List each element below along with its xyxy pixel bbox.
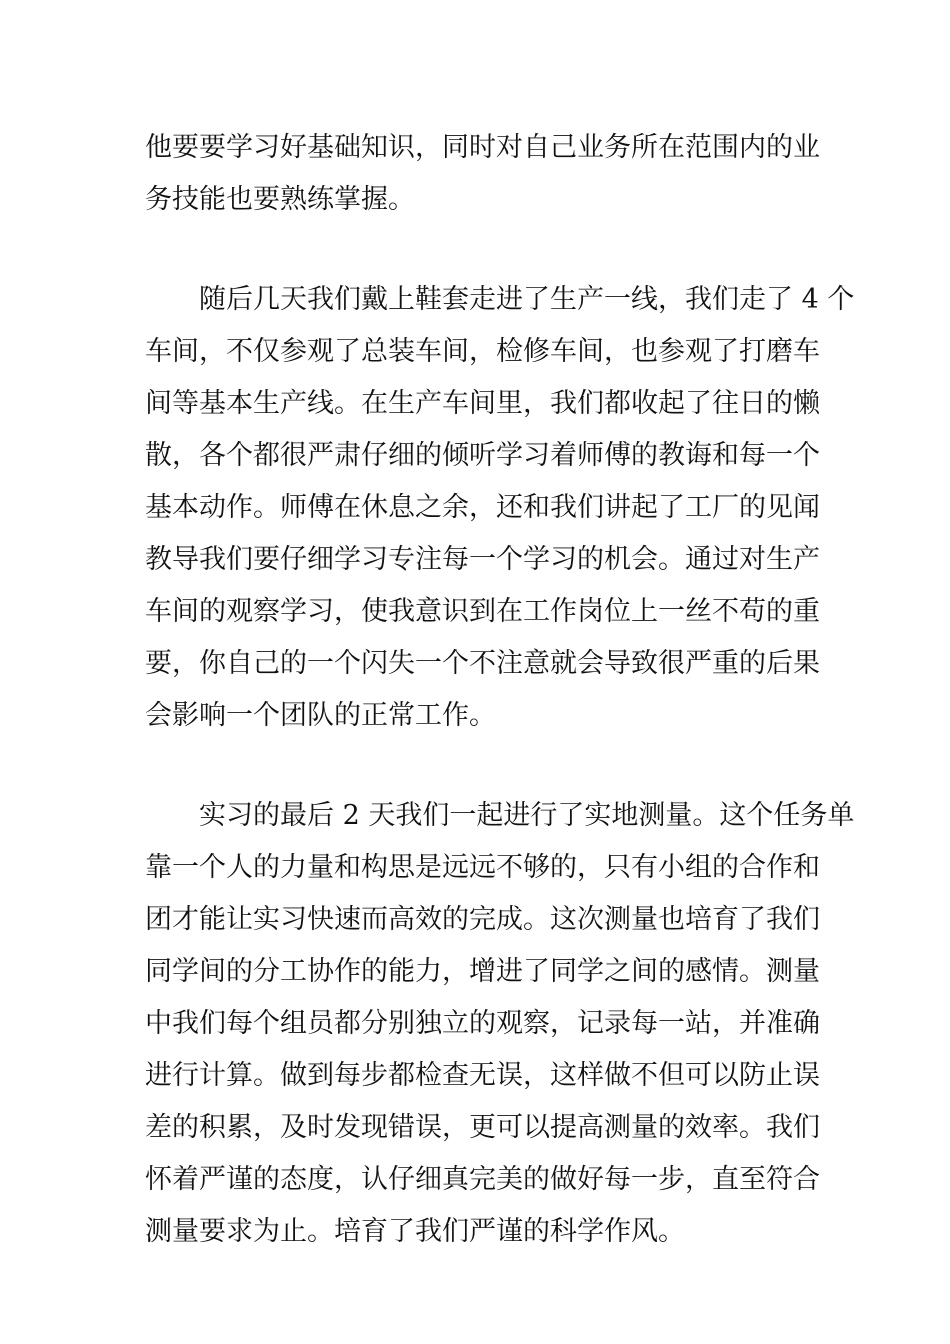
paragraph-2-line-1: 随后几天我们戴上鞋套走进了生产一线，我们走了 4 个 [145,284,855,315]
paragraph-2-line-6: 教导我们要仔细学习专注每一个学习的机会。通过对生产 [145,544,820,575]
paragraph-3-line-7: 差的积累，及时发现错误，更可以提高测量的效率。我们 [145,1112,820,1143]
paragraph-2-line-5: 基本动作。师傅在休息之余，还和我们讲起了工厂的见闻 [145,492,820,523]
paragraph-2-line-7: 车间的观察学习，使我意识到在工作岗位上一丝不苟的重 [145,596,820,627]
paragraph-3-line-3: 团才能让实习快速而高效的完成。这次测量也培育了我们 [145,904,820,935]
paragraph-3-line-5: 中我们每个组员都分别独立的观察，记录每一站，并准确 [145,1008,820,1039]
paragraph-3-line-8: 怀着严谨的态度，认仔细真完美的做好每一步，直至符合 [145,1164,820,1195]
paragraph-1-line-1: 他要要学习好基础知识，同时对自己业务所在范围内的业 [145,132,820,163]
paragraph-3-line-4: 同学间的分工协作的能力，增进了同学之间的感情。测量 [145,956,820,987]
paragraph-2-line-4: 散，各个都很严肃仔细的倾听学习着师傅的教诲和每一个 [145,440,820,471]
paragraph-2-line-9: 会影响一个团队的正常工作。 [145,700,496,731]
paragraph-2-line-2: 车间，不仅参观了总装车间，检修车间，也参观了打磨车 [145,336,820,367]
paragraph-3-line-2: 靠一个人的力量和构思是远远不够的，只有小组的合作和 [145,852,820,883]
paragraph-3-line-9: 测量要求为止。培育了我们严谨的科学作风。 [145,1216,685,1247]
paragraph-1-line-2: 务技能也要熟练掌握。 [145,184,415,215]
paragraph-2-line-3: 间等基本生产线。在生产车间里，我们都收起了往日的懒 [145,388,820,419]
paragraph-2-line-8: 要，你自己的一个闪失一个不注意就会导致很严重的后果 [145,648,820,679]
paragraph-3-line-6: 进行计算。做到每步都检查无误，这样做不但可以防止误 [145,1060,820,1091]
paragraph-3-line-1: 实习的最后 2 天我们一起进行了实地测量。这个任务单 [145,800,855,831]
